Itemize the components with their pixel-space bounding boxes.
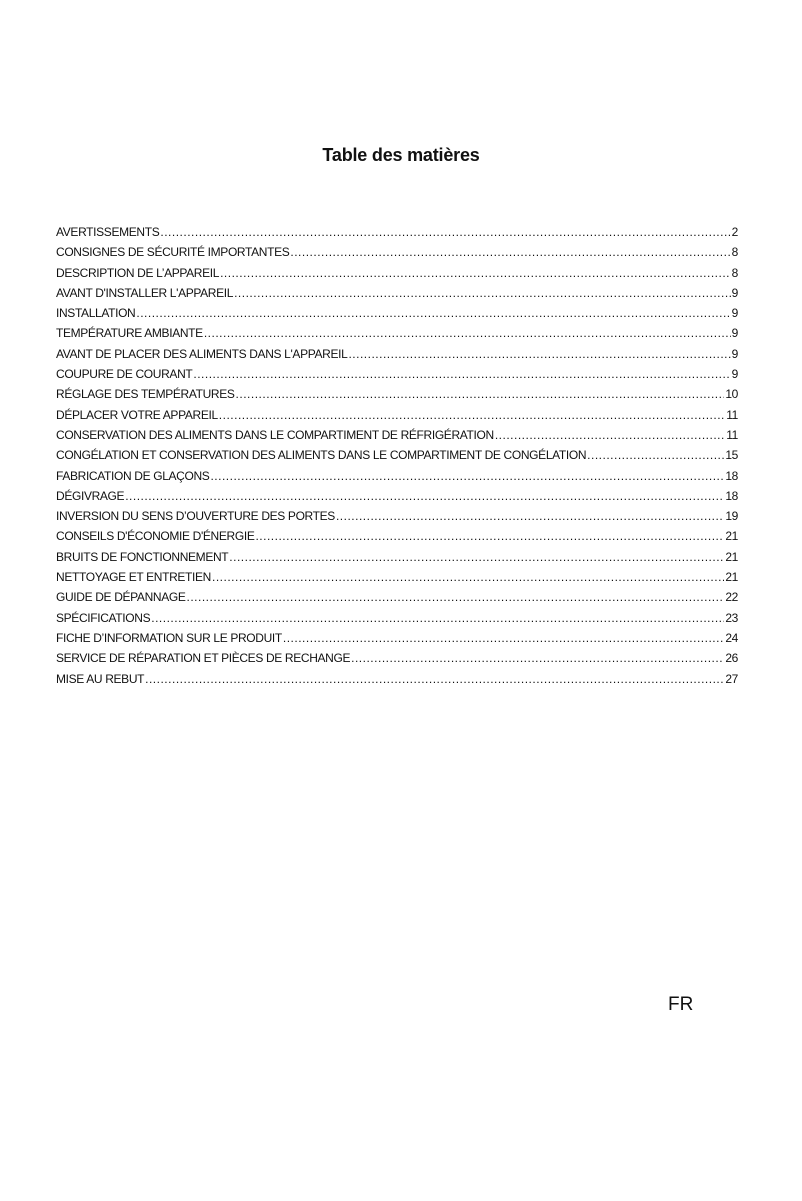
- toc-entry-label: FICHE D’INFORMATION SUR LE PRODUIT: [56, 630, 282, 645]
- dot-leader: [283, 631, 724, 645]
- toc-entry-page: 9: [731, 285, 738, 300]
- toc-entry-page: 9: [731, 326, 738, 341]
- dot-leader: [229, 550, 724, 564]
- dot-leader: [234, 286, 731, 300]
- toc-entry-label: INVERSION DU SENS D’OUVERTURE DES PORTES: [56, 509, 335, 524]
- toc-entry-page: 23: [725, 610, 738, 625]
- toc-entry[interactable]: [56, 266, 738, 286]
- toc-entry-page: 15: [725, 448, 738, 463]
- toc-entry[interactable]: [56, 529, 738, 549]
- dot-leader: [336, 509, 724, 523]
- toc-entry[interactable]: [56, 611, 738, 631]
- toc-entry-page: 18: [725, 468, 738, 483]
- toc-entry[interactable]: [56, 347, 738, 367]
- toc-entry[interactable]: [56, 469, 738, 489]
- toc-entry-label: CONGÉLATION ET CONSERVATION DES ALIMENTS DANS LE COMPARTIMENT DE CONGÉLATION: [56, 448, 587, 463]
- toc-entry[interactable]: [56, 631, 738, 651]
- toc-entry[interactable]: [56, 550, 738, 570]
- dot-leader: [151, 611, 724, 625]
- toc-entry[interactable]: [56, 225, 738, 245]
- language-tag: FR: [668, 994, 694, 1015]
- dot-leader: [210, 469, 724, 483]
- toc-entry-label: TEMPÉRATURE AMBIANTE: [56, 326, 203, 341]
- toc-entry[interactable]: [56, 651, 738, 671]
- toc-entry-page: 19: [725, 509, 738, 524]
- toc-entry-page: 2: [731, 225, 738, 239]
- page-title: Table des matières: [322, 145, 480, 165]
- toc-entry-page: 8: [731, 265, 738, 280]
- toc-entry-page: 9: [731, 367, 738, 382]
- dot-leader: [136, 306, 730, 320]
- toc-entry-label: CONSIGNES DE SÉCURITÉ IMPORTANTES: [56, 245, 290, 260]
- toc-entry[interactable]: [56, 448, 738, 468]
- toc-entry-label: CONSERVATION DES ALIMENTS DANS LE COMPARTIMENT DE RÉFRIGÉRATION: [56, 427, 494, 442]
- dot-leader: [236, 387, 725, 401]
- toc-entry-page: 18: [725, 488, 738, 503]
- toc-entry-page: 21: [725, 529, 738, 544]
- toc-entry-page: 9: [731, 346, 738, 361]
- toc-entry-page: 8: [731, 245, 738, 260]
- dot-leader: [255, 529, 724, 543]
- toc-entry-label: BRUITS DE FONCTIONNEMENT: [56, 549, 229, 564]
- toc-entry-label: SERVICE DE RÉPARATION ET PIÈCES DE RECHANGE: [56, 651, 351, 666]
- toc-entry-page: 26: [725, 651, 738, 666]
- dot-leader: [204, 326, 731, 340]
- toc-entry-page: 21: [725, 570, 738, 585]
- dot-leader: [125, 489, 724, 503]
- toc-entry[interactable]: [56, 489, 738, 509]
- toc-entry-label: AVANT D'INSTALLER L'APPAREIL: [56, 285, 234, 300]
- dot-leader: [160, 225, 730, 239]
- toc-entry-label: AVERTISSEMENTS: [56, 225, 160, 239]
- toc-entry-label: SPÉCIFICATIONS: [56, 610, 151, 625]
- dot-leader: [145, 672, 724, 686]
- dot-leader: [212, 570, 724, 584]
- dot-leader: [348, 347, 730, 361]
- table-of-contents: [56, 225, 738, 692]
- dot-leader: [220, 266, 731, 280]
- toc-entry-label: DÉPLACER VOTRE APPAREIL: [56, 407, 218, 422]
- toc-entry-label: FABRICATION DE GLAÇONS: [56, 468, 210, 483]
- toc-entry-page: 11: [726, 427, 738, 442]
- toc-entry-label: CONSEILS D'ÉCONOMIE D'ÉNERGIE: [56, 529, 255, 544]
- toc-entry-label: DÉGIVRAGE: [56, 488, 125, 503]
- toc-entry[interactable]: [56, 408, 738, 428]
- dot-leader: [587, 448, 724, 462]
- toc-entry[interactable]: [56, 672, 738, 692]
- dot-leader: [187, 590, 725, 604]
- toc-entry[interactable]: [56, 570, 738, 590]
- dot-leader: [495, 428, 725, 442]
- toc-entry-page: 9: [731, 306, 738, 321]
- dot-leader: [351, 651, 724, 665]
- toc-entry[interactable]: [56, 367, 738, 387]
- dot-leader: [219, 408, 725, 422]
- toc-entry-page: 24: [725, 630, 738, 645]
- toc-entry[interactable]: [56, 306, 738, 326]
- toc-entry-label: GUIDE DE DÉPANNAGE: [56, 590, 186, 605]
- toc-entry[interactable]: [56, 590, 738, 610]
- toc-entry[interactable]: [56, 387, 738, 407]
- dot-leader: [193, 367, 730, 381]
- toc-entry-label: NETTOYAGE ET ENTRETIEN: [56, 570, 211, 585]
- toc-entry-label: INSTALLATION: [56, 306, 136, 321]
- toc-entry-label: COUPURE DE COURANT: [56, 367, 193, 382]
- toc-entry[interactable]: [56, 245, 738, 265]
- toc-entry-label: DESCRIPTION DE L’APPAREIL: [56, 265, 220, 280]
- toc-entry-label: RÉGLAGE DES TEMPÉRATURES: [56, 387, 235, 402]
- toc-entry[interactable]: [56, 509, 738, 529]
- toc-entry-label: MISE AU REBUT: [56, 671, 145, 686]
- toc-entry-page: 27: [725, 671, 738, 686]
- toc-entry-label: AVANT DE PLACER DES ALIMENTS DANS L'APPAREIL: [56, 346, 348, 361]
- toc-entry-page: 11: [726, 407, 738, 422]
- toc-entry[interactable]: [56, 326, 738, 346]
- toc-entry[interactable]: [56, 428, 738, 448]
- dot-leader: [290, 245, 730, 259]
- toc-entry-page: 10: [725, 387, 738, 402]
- toc-entry[interactable]: [56, 286, 738, 306]
- toc-entry-page: 22: [725, 590, 738, 605]
- toc-entry-page: 21: [725, 549, 738, 564]
